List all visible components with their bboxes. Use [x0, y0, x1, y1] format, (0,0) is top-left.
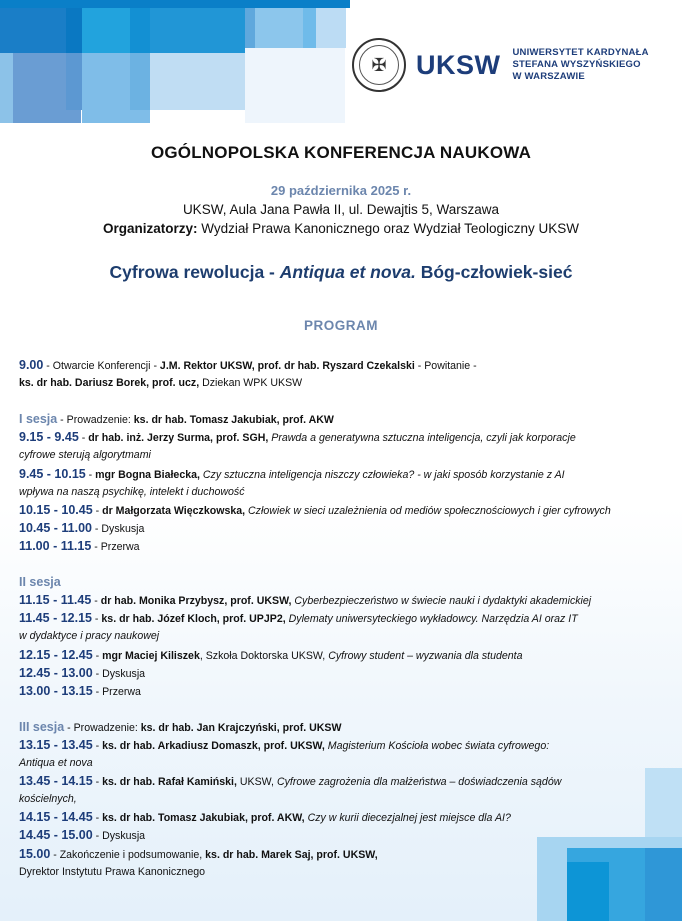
item-text: - Prowadzenie: [64, 721, 141, 734]
uksw-logo [352, 38, 649, 92]
university-name-line: UNIWERSYTET KARDYNAŁA [512, 47, 649, 58]
theme-part: Cyfrowa rewolucja - [109, 262, 280, 282]
program-item-cont [19, 446, 669, 464]
session-chair: ks. dr hab. Tomasz Jakubiak, prof. AKW [133, 414, 334, 427]
speaker: ks. dr hab. Józef Kloch, prof. UPJP2, [101, 613, 286, 626]
organizers-label: Organizatorzy: [103, 221, 198, 236]
talk-title: kościelnych, [19, 793, 77, 806]
program-item-opening-cont [19, 374, 669, 392]
talk-title: Magisterium Kościoła wobec świata cyfrowego: [327, 739, 550, 752]
speaker: mgr Bogna Białecka, [95, 468, 200, 481]
eagle-seal-icon: ✠ [352, 38, 406, 92]
deco-square [66, 53, 82, 110]
session-label: I sesja [19, 412, 58, 427]
time-label: 15.00 [19, 846, 51, 861]
organizers [0, 221, 682, 236]
speaker: ks. dr hab. Rafał Kamiński, [102, 776, 237, 789]
program-item: 14.15 - 14.45 - ks. dr hab. Tomasz Jakubiak, prof. AKW, Czy w kurii diecezjalnej jest miejsce dla AI? [19, 810, 511, 825]
role: Dyrektor Instytutu Prawa Kanonicznego [19, 865, 206, 878]
program-item-closing [19, 845, 669, 863]
session-label: II sesja [19, 575, 61, 590]
uksw-wordmark: UKSW [416, 49, 501, 80]
time-label: 11.15 - 11.45 [19, 593, 92, 608]
affiliation: UKSW, [236, 776, 277, 789]
talk-title: Czy sztuczna inteligencja niszczy człowieka? - w jaki sposób korzystanie z AI [202, 468, 565, 481]
deco-square [0, 0, 350, 8]
program-item: 11.15 - 11.45 - dr hab. Monika Przybysz, prof. UKSW, Cyberbezpieczeństwo w świecie nauki i dydaktyki akademickiej [19, 593, 592, 608]
item-text: Dyskusja [102, 667, 146, 680]
time-label: 13.45 - 14.15 [19, 774, 93, 789]
program-item: 13.00 - 13.15 - Przerwa [19, 683, 141, 698]
program-item-cont [19, 627, 669, 645]
time-label: 9.15 - 9.45 [19, 430, 79, 445]
conference-title: OGÓLNOPOLSKA KONFERENCJA NAUKOWA [150, 143, 532, 162]
program-item: 9.15 - 9.45 - dr hab. inż. Jerzy Surma, prof. SGH, Prawda a generatywna sztuczna inteligencja, czyli jak korporacje [19, 430, 576, 445]
speaker: ks. dr hab. Marek Saj, prof. UKSW, [205, 848, 378, 861]
item-text: Przerwa [100, 540, 140, 553]
item-text: - Prowadzenie: [57, 414, 134, 427]
speaker: mgr Maciej Kiliszek [102, 649, 200, 662]
university-name [513, 47, 649, 83]
talk-title: Dylematy uniwersyteckiego wykładowcy. Narzędzia AI oraz IT [288, 613, 578, 626]
deco-square [66, 8, 82, 53]
theme-part: Bóg-człowiek-sieć [415, 262, 573, 282]
program-item: 12.45 - 13.00 - Dyskusja [19, 665, 146, 680]
time-label: 11.45 - 12.15 [19, 611, 92, 626]
program-item: 10.15 - 10.45 - dr Małgorzata Więczkowska, Człowiek w sieci uzależnienia od mediów społecznościowych i gier cyfrowych [19, 502, 611, 517]
program-item: 9.45 - 10.15 - mgr Bogna Białecka, Czy sztuczna inteligencja niszczy człowieka? - w jaki sposób korzystanie z AI [19, 466, 565, 481]
role: Dziekan WPK UKSW [199, 377, 303, 390]
speaker: dr hab. inż. Jerzy Surma, prof. SGH, [88, 432, 269, 445]
item-text: Przerwa [102, 685, 141, 698]
program-item: 13.45 - 14.15 - ks. dr hab. Rafał Kamiński, UKSW, Cyfrowe zagrożenia dla małżeństwa – doświadczenia sądów [19, 774, 562, 789]
speaker: ks. dr hab. Arkadiusz Domaszk, prof. UKSW, [102, 739, 325, 752]
session-chair: ks. dr hab. Jan Krajczyński, prof. UKSW [140, 721, 342, 734]
deco-square [150, 8, 245, 53]
deco-square [130, 8, 150, 53]
conference-date: 29 października 2025 r. [270, 183, 412, 198]
time-label: 14.45 - 15.00 [19, 828, 93, 843]
time-label: 9.00 [19, 358, 44, 372]
deco-square [150, 53, 245, 110]
deco-square [303, 8, 316, 48]
program-item: 12.15 - 12.45 - mgr Maciej Kiliszek, Szkoła Doktorska UKSW, Cyfrowy student – wyzwania dla studenta [19, 647, 523, 662]
talk-title: cyfrowe sterują algorytmami [19, 449, 151, 462]
time-label: 14.15 - 14.45 [19, 810, 93, 825]
program-item: 11.00 - 11.15 - Przerwa [19, 538, 140, 553]
talk-title: w dydaktyce i pracy naukowej [19, 630, 160, 643]
deco-square [255, 8, 303, 48]
time-label: 10.45 - 11.00 [19, 520, 92, 535]
program-item: 13.15 - 13.45 - ks. dr hab. Arkadiusz Domaszk, prof. UKSW, Magisterium Kościoła wobec świata cyfrowego: [19, 737, 550, 752]
program-item: 14.45 - 15.00 - Dyskusja [19, 828, 146, 843]
conference-venue: UKSW, Aula Jana Pawła II, ul. Dewajtis 5, Warszawa [182, 202, 500, 217]
program-list [19, 356, 669, 881]
speaker: ks. dr hab. Tomasz Jakubiak, prof. AKW, [102, 812, 305, 825]
program-item-closing-cont [19, 863, 669, 881]
talk-title: Cyfrowe zagrożenia dla małżeństwa – doświadczenia sądów [276, 776, 562, 789]
talk-title: wpływa na naszą psychikę, intelekt i duchowość [19, 485, 245, 498]
affiliation: , Szkoła Doktorska UKSW, [199, 649, 329, 662]
time-label: 13.15 - 13.45 [19, 737, 93, 752]
time-label: 12.45 - 13.00 [19, 665, 93, 680]
talk-title: Cyfrowy student – wyzwania dla studenta [328, 649, 523, 662]
item-text: Dyskusja [101, 522, 145, 535]
theme-latin: Antiqua et nova. [279, 262, 416, 282]
conference-theme [0, 262, 682, 283]
time-label: 9.45 - 10.15 [19, 466, 86, 481]
speaker: ks. dr hab. Dariusz Borek, prof. ucz, [19, 377, 200, 390]
talk-title: Prawda a generatywna sztuczna inteligencja, czyli jak korporacje [271, 432, 576, 445]
talk-title: Antiqua et nova [19, 757, 93, 770]
session-label: III sesja [19, 719, 65, 734]
item-text: - Otwarcie Konferencji - [43, 360, 160, 372]
deco-square [316, 8, 346, 48]
item-text: - Powitanie - [414, 360, 477, 372]
time-label: 10.15 - 10.45 [19, 502, 93, 517]
organizers-value: Wydział Prawa Kanonicznego oraz Wydział Teologiczny UKSW [197, 221, 579, 236]
deco-square [245, 8, 255, 53]
program-item-cont [19, 483, 669, 501]
deco-square [130, 53, 150, 110]
session-header [19, 410, 669, 428]
program-item: 10.45 - 11.00 - Dyskusja [19, 520, 145, 535]
time-label: 13.00 - 13.15 [19, 683, 93, 698]
deco-square [0, 53, 13, 123]
time-label: 11.00 - 11.15 [19, 538, 92, 553]
program-item-cont [19, 790, 669, 808]
time-label: 12.15 - 12.45 [19, 647, 93, 662]
program-item-cont [19, 754, 669, 772]
session-header [19, 718, 669, 736]
speaker: dr Małgorzata Więczkowska, [102, 504, 246, 517]
program-item-opening [19, 356, 669, 374]
university-name-line: W WARSZAWIE [512, 71, 585, 82]
session-header [19, 573, 669, 591]
talk-title: Człowiek w sieci uzależnienia od mediów społecznościowych i gier cyfrowych [248, 504, 611, 517]
talk-title: Czy w kurii diecezjalnej jest miejsce dla AI? [307, 812, 511, 825]
university-name-line: STEFANA WYSZYŃSKIEGO [512, 59, 641, 70]
item-text: - Zakończenie i podsumowanie, [50, 848, 206, 861]
program-item: 11.45 - 12.15 - ks. dr hab. Józef Kloch, prof. UPJP2, Dylematy uniwersyteckiego wykładowcy. Narzędzia AI oraz IT [19, 611, 578, 626]
program-heading: PROGRAM [304, 318, 378, 333]
speaker: J.M. Rektor UKSW, prof. dr hab. Ryszard Czekalski [159, 360, 415, 372]
talk-title: Cyberbezpieczeństwo w świecie nauki i dydaktyki akademickiej [294, 595, 592, 608]
speaker: dr hab. Monika Przybysz, prof. UKSW, [100, 595, 292, 608]
deco-square [245, 48, 345, 123]
item-text: Dyskusja [102, 830, 146, 843]
